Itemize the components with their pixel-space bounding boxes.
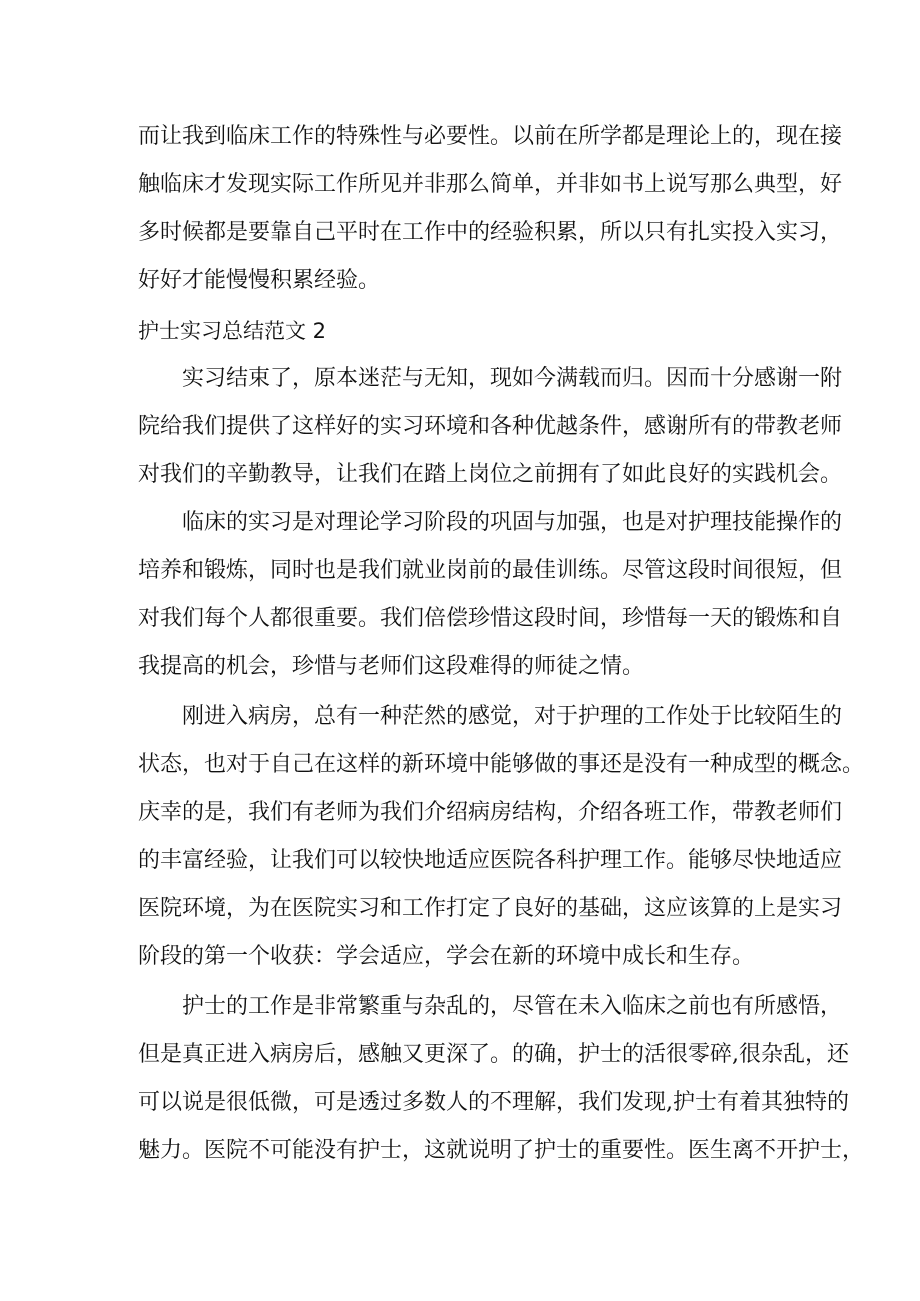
text-line: 而让我到临床工作的特殊性与必要性。以前在所学都是理论上的，现在接 <box>138 124 843 149</box>
text-line: 刚进入病房，总有一种茫然的感觉，对于护理的工作处于比较陌生的 <box>182 704 843 729</box>
text-line: 但是真正进入病房后，感触又更深了。的确，护士的活很零碎,很杂乱，还 <box>138 1042 849 1067</box>
text-line: 临床的实习是对理论学习阶段的巩固与加强，也是对护理技能操作的 <box>182 510 843 535</box>
text-line: 对我们的辛勤教导，让我们在踏上岗位之前拥有了如此良好的实践机会。 <box>138 462 843 487</box>
text-line: 好好才能慢慢积累经验。 <box>138 268 381 293</box>
text-line: 可以说是很低微，可是透过多数人的不理解，我们发现,护士有着其独特的 <box>138 1090 849 1115</box>
text-line: 对我们每个人都很重要。我们倍偿珍惜这段时间，珍惜每一天的锻炼和自 <box>138 606 843 631</box>
text-line: 院给我们提供了这样好的实习环境和各种优越条件，感谢所有的带教老师 <box>138 414 843 439</box>
text-line: 魅力。医院不可能没有护士，这就说明了护士的重要性。医生离不开护士， <box>138 1138 865 1163</box>
text-line: 护士的工作是非常繁重与杂乱的，尽管在未入临床之前也有所感悟， <box>182 994 843 1019</box>
text-line: 触临床才发现实际工作所见并非那么简单，并非如书上说写那么典型，好 <box>138 172 843 197</box>
text-line: 实习结束了，原本迷茫与无知，现如今满载而归。因而十分感谢一附 <box>182 366 843 391</box>
text-line: 我提高的机会，珍惜与老师们这段难得的师徒之情。 <box>138 654 645 679</box>
text-line: 庆幸的是，我们有老师为我们介绍病房结构，介绍各班工作，带教老师们 <box>138 800 843 825</box>
text-line: 多时候都是要靠自己平时在工作中的经验积累，所以只有扎实投入实习， <box>138 220 843 245</box>
text-line: 培养和锻炼，同时也是我们就业岗前的最佳训练。尽管这段时间很短，但 <box>138 558 843 583</box>
section-heading: 护士实习总结范文 2 <box>138 319 327 343</box>
text-line: 的丰富经验，让我们可以较快地适应医院各科护理工作。能够尽快地适应 <box>138 848 843 873</box>
text-line: 状态，也对于自己在这样的新环境中能够做的事还是没有一种成型的概念。 <box>138 752 865 777</box>
text-line: 阶段的第一个收获：学会适应，学会在新的环境中成长和生存。 <box>138 944 755 969</box>
text-line: 医院环境，为在医院实习和工作打定了良好的基础，这应该算的上是实习 <box>138 896 843 921</box>
